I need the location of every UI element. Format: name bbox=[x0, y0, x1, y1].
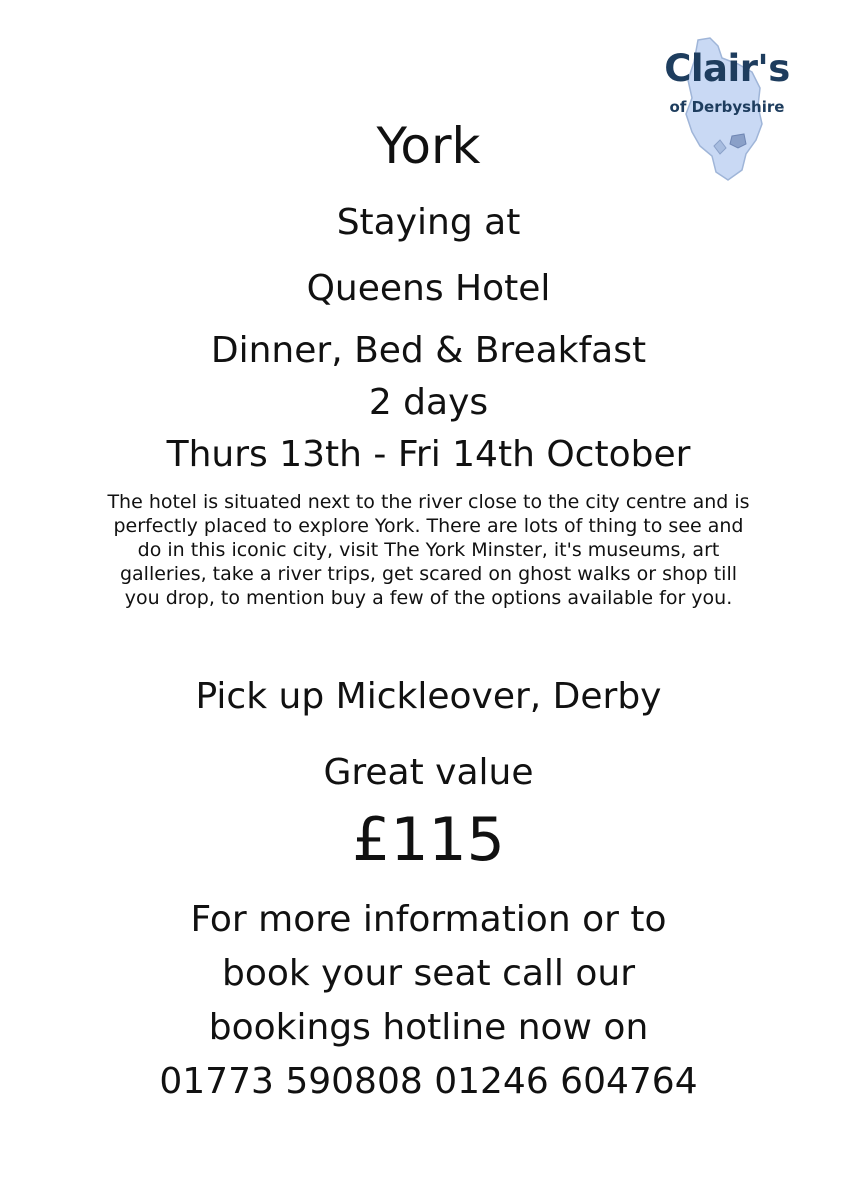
contact-line: For more information or to bbox=[190, 899, 667, 940]
phone-numbers: 01773 590808 01246 604764 bbox=[159, 1061, 698, 1102]
page-title: York bbox=[376, 117, 481, 175]
trip-dates: Thurs 13th - Fri 14th October bbox=[166, 434, 691, 475]
trip-duration: 2 days bbox=[368, 382, 489, 423]
contact-info bbox=[0, 893, 857, 1109]
price: £115 bbox=[352, 805, 505, 875]
board-basis: Dinner, Bed & Breakfast bbox=[210, 330, 647, 371]
hotel-name: Queens Hotel bbox=[306, 268, 551, 309]
pickup-location: Pick up Mickleover, Derby bbox=[195, 676, 662, 717]
contact-line: bookings hotline now on bbox=[208, 1007, 649, 1048]
logo-subtitle: of Derbyshire bbox=[669, 98, 785, 116]
staying-label: Staying at bbox=[336, 202, 521, 243]
logo-title: Clair's bbox=[664, 47, 790, 90]
hotel-description: The hotel is situated next to the river close to the city centre and is perfectly placed to explore York. There are lots of thing to see and do in this iconic city, visit The York Minster, it's museums, art galleries, take a river trips, get scared on ghost walks or shop till you drop, to mention buy a few of the options available for you. bbox=[107, 491, 750, 609]
contact-line: book your seat call our bbox=[221, 953, 636, 994]
value-label: Great value bbox=[323, 752, 534, 793]
